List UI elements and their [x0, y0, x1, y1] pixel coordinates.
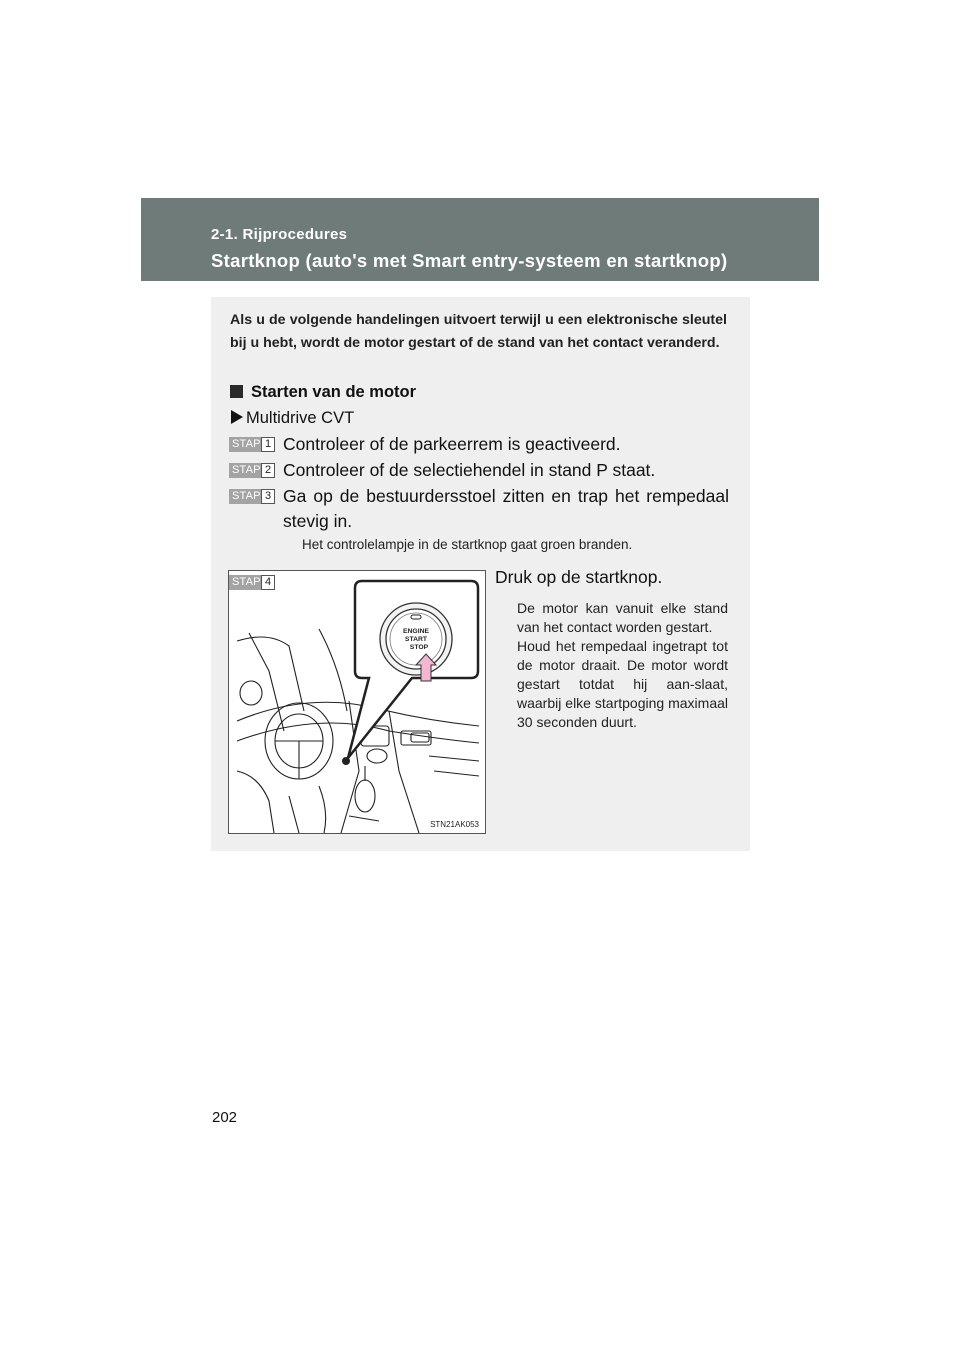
step-number: 3	[261, 489, 275, 504]
variant-text: Multidrive CVT	[246, 409, 355, 427]
step-label: STAP	[229, 437, 261, 452]
step-1-text: Controleer of de parkeerrem is geactiveerd.	[283, 434, 621, 454]
step-2-text: Controleer of de selectiehendel in stand P staat.	[283, 460, 656, 480]
chapter-header	[141, 198, 819, 281]
subheading	[230, 383, 416, 402]
step-number: 1	[261, 437, 275, 452]
step-label: STAP	[229, 463, 261, 478]
page-title: Startknop (auto's met Smart entry-systeem en startknop)	[211, 250, 728, 271]
square-bullet-icon	[230, 385, 243, 398]
page-number: 202	[212, 1109, 238, 1126]
step-4-text: Druk op de startknop.	[495, 567, 663, 587]
step-number: 4	[261, 575, 275, 590]
step-label: STAP	[229, 575, 261, 590]
step-badge-1	[229, 437, 275, 452]
button-label-engine: ENGINE	[402, 628, 430, 635]
step-label: STAP	[229, 489, 261, 504]
triangle-right-icon	[231, 410, 243, 424]
start-button-illustration	[228, 570, 486, 834]
step-number: 2	[261, 463, 275, 478]
figure-code: STN21AK053	[430, 820, 479, 829]
step-4-description	[517, 599, 728, 732]
intro-text: Als u de volgende handelingen uitvoert terwijl u een elektronische sleutel bij u hebt, wordt de motor gestart of de stand van het contact veranderd.	[230, 312, 727, 351]
subheading-text: Starten van de motor	[251, 383, 417, 401]
step-badge-2	[229, 463, 275, 478]
step-3-note: Het controlelampje in de startknop gaat groen branden.	[302, 537, 633, 552]
step-3-text: Ga op de bestuurdersstoel zitten en trap het rempedaal stevig in.	[283, 486, 729, 531]
variant-label	[231, 409, 354, 428]
step-4-desc-p2: Houd het rempedaal ingetrapt tot de motor draait. De motor wordt gestart totdat hij aan-slaat, waarbij elke startpoging maximaal 30 seconden duurt.	[517, 638, 728, 730]
step-4-desc-p1: De motor kan vanuit elke stand van het contact worden gestart.	[517, 600, 728, 635]
content-panel	[211, 297, 750, 851]
step-badge-3	[229, 489, 275, 504]
button-label-start: START	[404, 636, 428, 643]
section-label: 2-1. Rijprocedures	[211, 226, 348, 243]
dashboard-drawing	[229, 571, 485, 833]
button-label-stop: STOP	[409, 644, 429, 651]
